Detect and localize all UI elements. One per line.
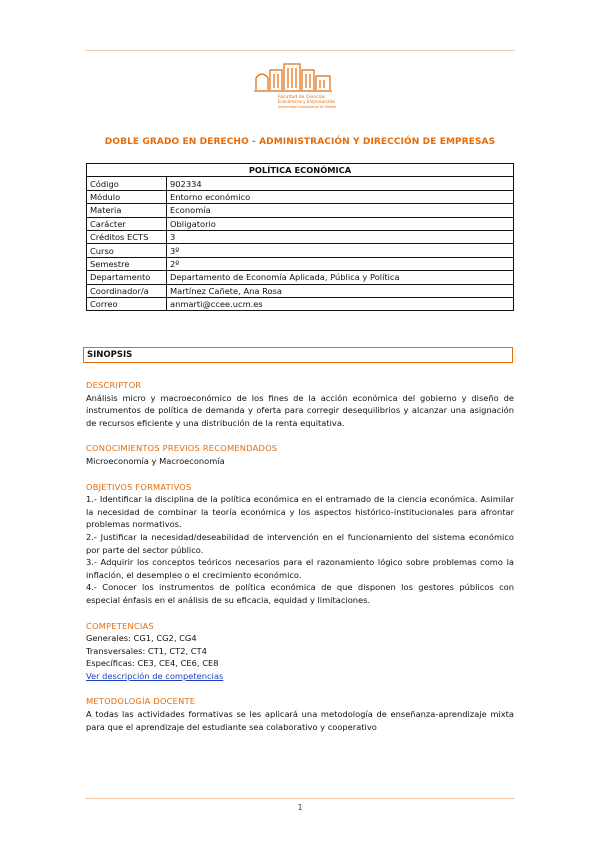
row-label: Departamento <box>87 271 167 284</box>
metodologia-text: A todas las actividades formativas se les aplicará una metodología de enseñanza-aprendizaje mixta para que el aprendizaje del estudiante sea colaborativo y cooperativo <box>86 709 514 732</box>
row-value: 3º <box>167 244 514 257</box>
objetivo-item: 1.- Identificar la disciplina de la política económica en el entramado de la ciencia económica. Asimilar la necesidad de combinar la teoría económica y los aspectos histórico-institucionales para afrontar problemas normativos. <box>86 494 514 530</box>
objetivo-item: 2.- Justificar la necesidad/deseabilidad de intervención en el funcionamiento del sistema económico por parte del sector público. <box>86 531 514 555</box>
descriptor-text: Análisis micro y macroeconómico de los fines de la acción económica del gobierno y diseño de instrumentos de política de demanda y oferta para corregir desequilibrios y alcanzar una asignación de recursos eficiente y una distribución de la renta equitativa. <box>86 392 514 428</box>
metodologia-heading: METODOLOGÍA DOCENTE <box>86 696 196 707</box>
sinopsis-content <box>86 379 514 733</box>
table-row <box>87 284 514 297</box>
course-info-table <box>86 163 514 311</box>
row-value: anmarti@ccee.ucm.es <box>167 297 514 310</box>
objetivo-item: 3.- Adquirir los conceptos teóricos necesarios para el razonamiento lógico sobre problemas como la inflación, el desempleo o el crecimiento económico. <box>86 557 514 580</box>
row-label: Curso <box>87 244 167 257</box>
header-rule <box>85 50 515 51</box>
table-row <box>87 204 514 217</box>
row-value: Obligatorio <box>167 217 514 230</box>
faculty-logo <box>252 60 347 112</box>
row-label: Código <box>87 177 167 190</box>
row-label: Correo <box>87 297 167 310</box>
table-row <box>87 297 514 310</box>
row-value: Economía <box>167 204 514 217</box>
table-row <box>87 190 514 203</box>
competencias-heading: COMPETENCIAS <box>86 620 154 631</box>
objetivo-item: 4.- Conocer los instrumentos de política económica de que disponen los gestores públicos con especial énfasis en el análisis de su eficacia, equidad y limitaciones. <box>86 582 514 605</box>
table-row <box>87 230 514 243</box>
course-name: POLÍTICA ECONÓMICA <box>87 164 514 177</box>
table-row <box>87 217 514 230</box>
row-value: 3 <box>167 230 514 243</box>
row-label: Materia <box>87 204 167 217</box>
conocimientos-text: Microeconomía y Macroeconomía <box>86 455 225 466</box>
row-value: Entorno económico <box>167 190 514 203</box>
row-label: Coordinador/a <box>87 284 167 297</box>
table-header-row <box>87 164 514 177</box>
competencias-generales: Generales: CG1, CG2, CG4 <box>86 633 197 644</box>
table-row <box>87 177 514 190</box>
table-row <box>87 244 514 257</box>
table-row <box>87 257 514 270</box>
row-label: Semestre <box>87 257 167 270</box>
row-label: Carácter <box>87 217 167 230</box>
competencias-especificas: Específicas: CE3, CE4, CE6, CE8 <box>86 658 219 669</box>
descriptor-heading: DESCRIPTOR <box>86 380 142 390</box>
svg-text:Facultad de Ciencias: Facultad de Ciencias <box>278 95 326 100</box>
document-title: DOBLE GRADO EN DERECHO - ADMINISTRACIÓN Y DIRECCIÓN DE EMPRESAS <box>104 137 496 147</box>
competencias-transversales: Transversales: CT1, CT2, CT4 <box>86 645 207 656</box>
row-value: Martínez Cañete, Ana Rosa <box>167 284 514 297</box>
row-value: 902334 <box>167 177 514 190</box>
svg-text:Económicas y Empresariales: Económicas y Empresariales <box>278 99 336 104</box>
footer-rule <box>85 798 515 799</box>
competencias-link[interactable]: Ver descripción de competencias <box>86 670 224 681</box>
svg-text:Universidad Complutense de Mad: Universidad Complutense de Madrid <box>278 105 336 109</box>
row-value: Departamento de Economía Aplicada, Pública y Política <box>167 271 514 284</box>
objetivos-heading: OBJETIVOS FORMATIVOS <box>86 481 192 492</box>
sinopsis-heading: SINOPSIS <box>83 347 513 363</box>
row-value: 2º <box>167 257 514 270</box>
page-number: 1 <box>297 803 303 812</box>
row-label: Módulo <box>87 190 167 203</box>
table-row <box>87 271 514 284</box>
row-label: Créditos ECTS <box>87 230 167 243</box>
conocimientos-heading: CONOCIMIENTOS PREVIOS RECOMENDADOS <box>86 443 278 454</box>
